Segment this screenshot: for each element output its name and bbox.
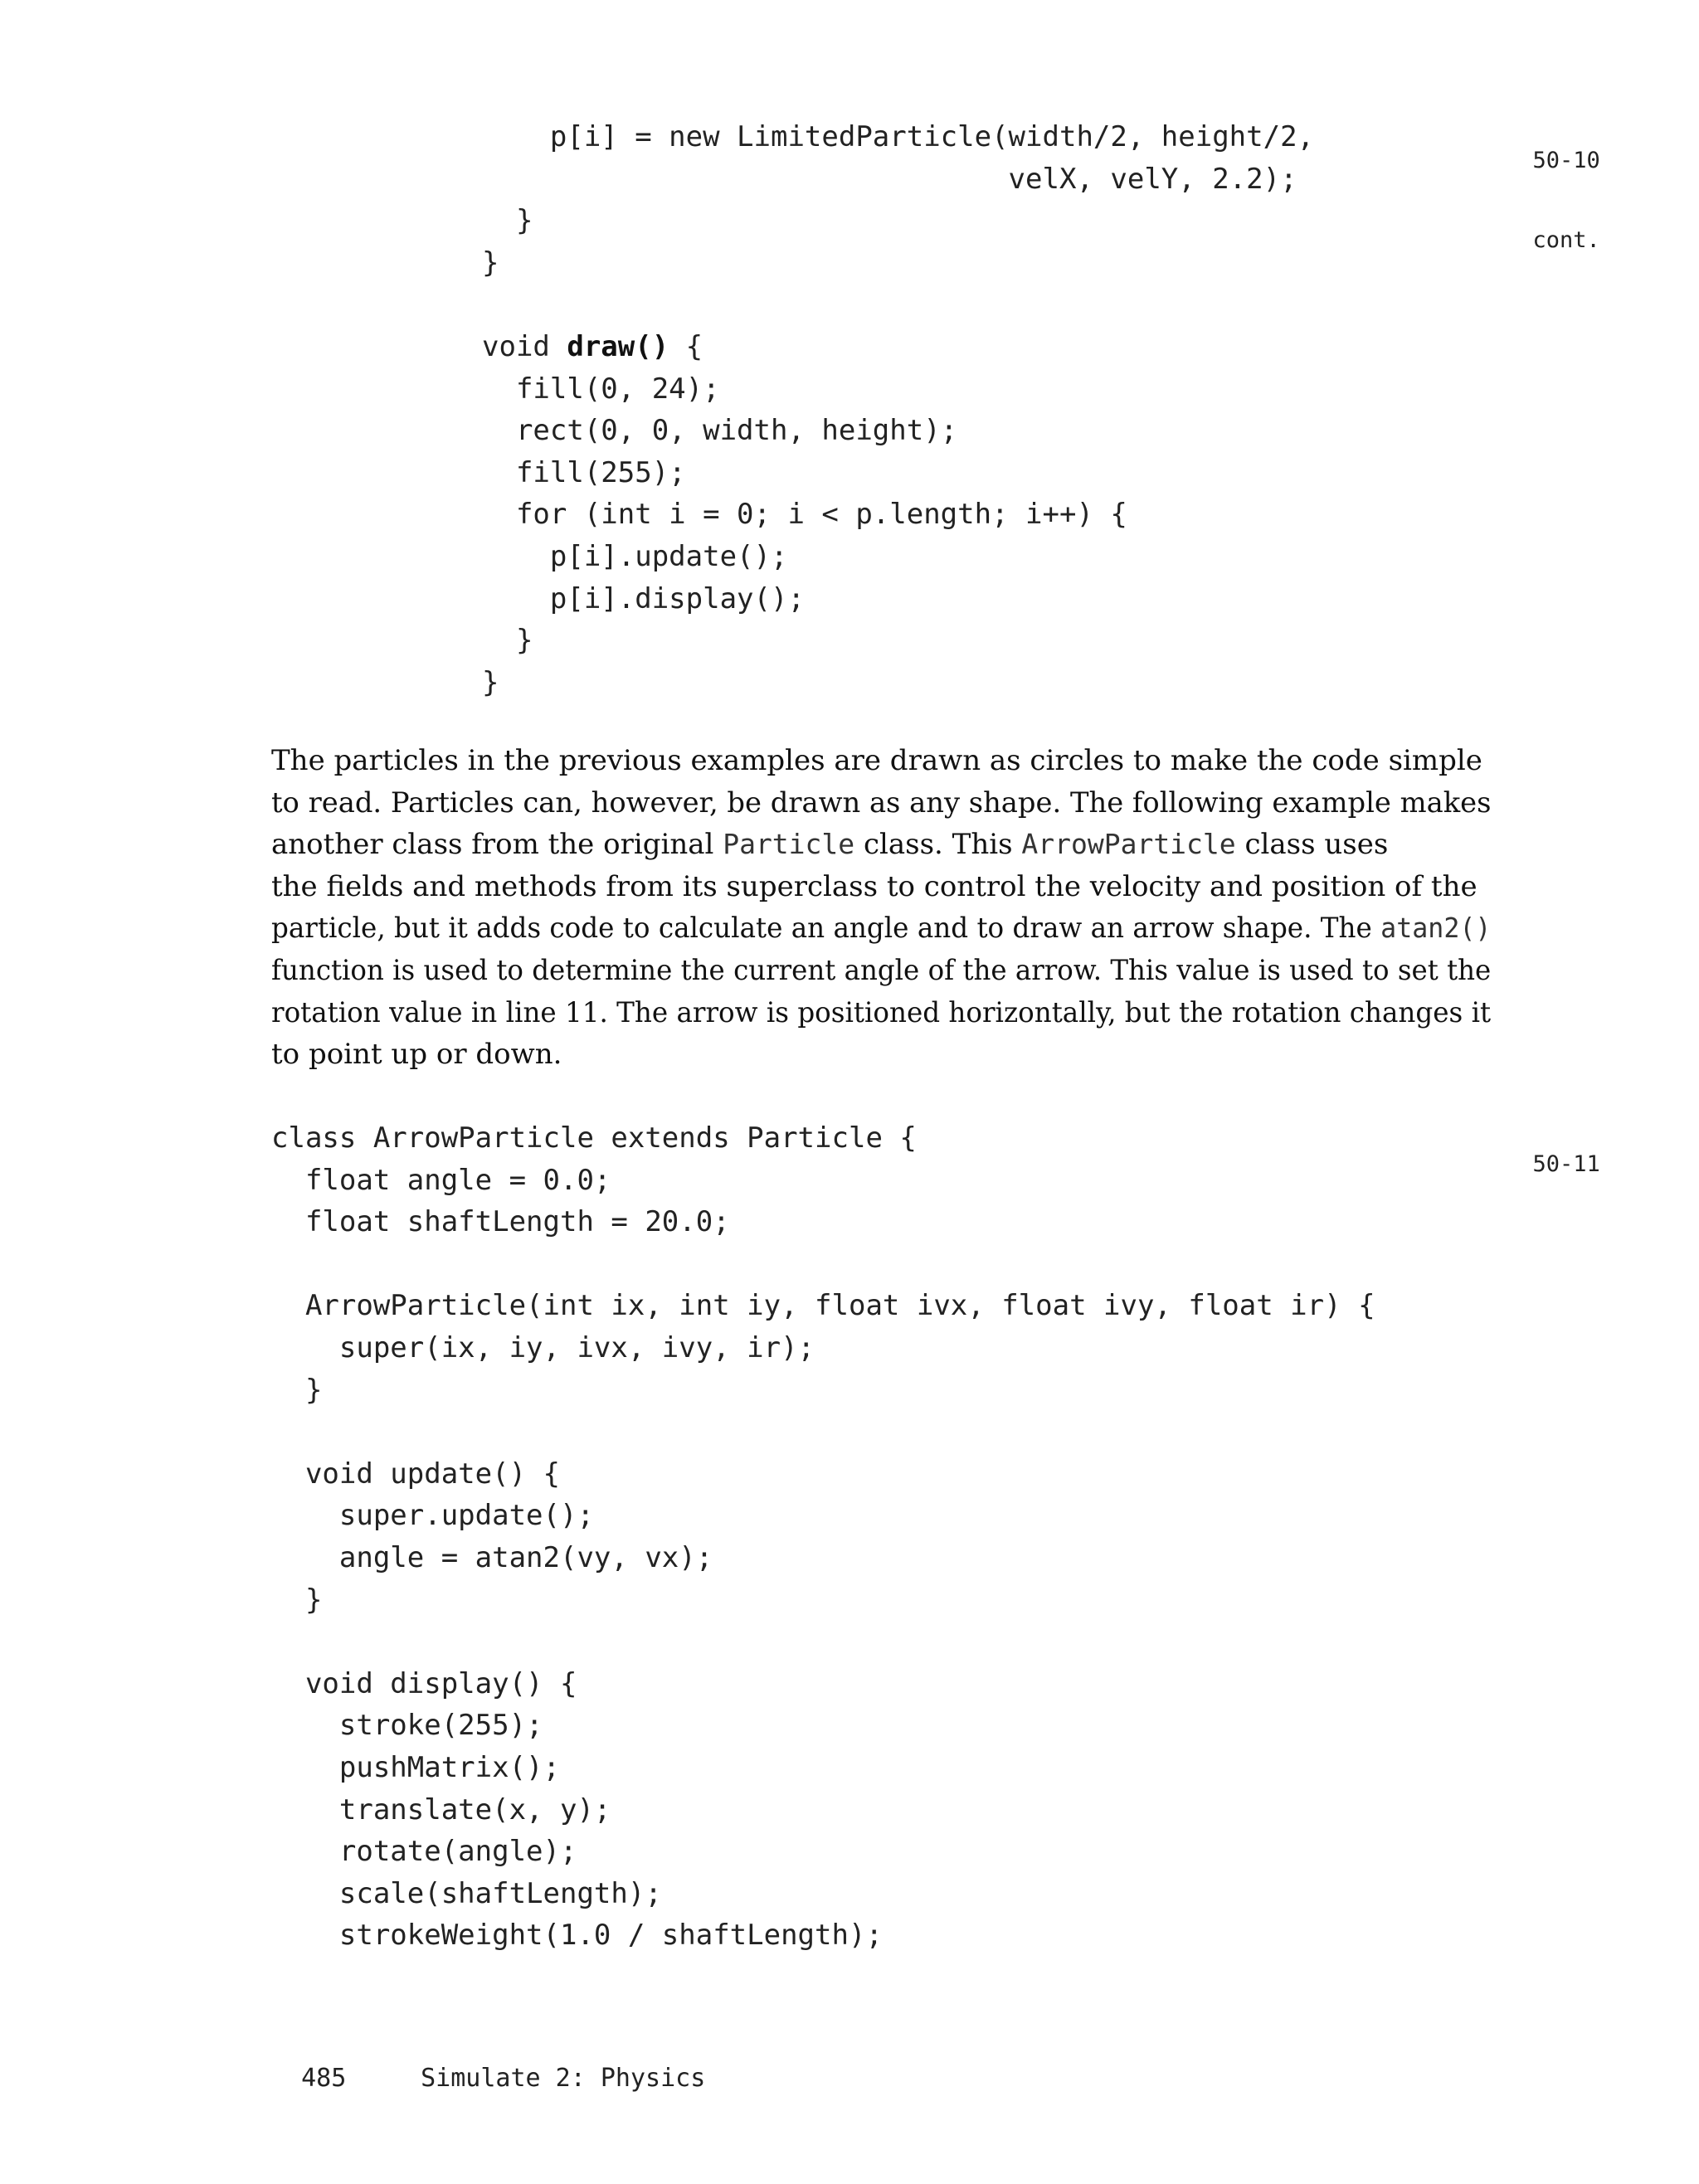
code-line — [482, 200, 1314, 242]
code-block-2 — [271, 1117, 1375, 1957]
code-line — [482, 284, 1314, 326]
code-line — [271, 1453, 1375, 1496]
code-line — [271, 1369, 1375, 1412]
code-text: p[i].display(); — [482, 581, 805, 615]
code-text: } — [271, 1373, 323, 1407]
code-marker-number: 50-11 — [1532, 1151, 1600, 1177]
paragraph-text: The particles in the previous examples are drawn as circles to make the code simple — [271, 744, 1482, 777]
paragraph-text: class uses — [1235, 828, 1389, 862]
inline-code: atan2() — [1380, 912, 1492, 945]
code-text: } — [482, 624, 533, 658]
paragraph-line — [271, 866, 1491, 908]
code-line — [482, 158, 1314, 201]
code-text: super.update(); — [271, 1499, 594, 1533]
code-line — [482, 116, 1314, 158]
code-line — [482, 368, 1314, 411]
code-text: rect(0, 0, width, height); — [482, 414, 958, 448]
code-text: } — [482, 204, 533, 238]
code-marker-number: 50-10 — [1532, 148, 1600, 173]
paragraph-text: to point up or down. — [271, 1038, 562, 1072]
code-block-2-marker — [1506, 1125, 1600, 1178]
code-text: for (int i = 0; i < p.length; i++) { — [482, 498, 1127, 532]
code-line — [271, 1160, 1375, 1202]
code-line — [271, 1914, 1375, 1957]
body-paragraph — [271, 740, 1491, 1076]
code-line — [271, 1621, 1375, 1663]
code-block-1 — [482, 116, 1314, 703]
code-line — [271, 1705, 1375, 1747]
inline-code: Particle — [723, 828, 855, 861]
code-line — [271, 1495, 1375, 1537]
code-line — [482, 578, 1314, 620]
code-line — [482, 620, 1314, 662]
code-text: ArrowParticle(int ix, int iy, float ivx, float ivy, float ir) { — [271, 1289, 1375, 1323]
code-line — [271, 1789, 1375, 1831]
code-text: fill(0, 24); — [482, 372, 720, 406]
code-marker-continued: cont. — [1532, 227, 1600, 253]
code-text: p[i].update(); — [482, 539, 788, 573]
code-text: super(ix, iy, ivx, ivy, ir); — [271, 1330, 815, 1364]
page-footer — [271, 2034, 346, 2094]
code-text: float shaftLength = 20.0; — [271, 1205, 730, 1239]
code-line — [482, 662, 1314, 704]
code-text: scale(shaftLength); — [271, 1876, 662, 1910]
code-text: } — [482, 665, 499, 699]
paragraph-text: another class from the original — [271, 828, 723, 862]
code-text: strokeWeight(1.0 / shaftLength); — [271, 1919, 883, 1953]
paragraph-line — [271, 992, 1492, 1034]
paragraph-text: rotation value in line 11. The arrow is positioned horizontally, but the rotation changes it — [271, 995, 1492, 1029]
code-function-name: draw() — [567, 329, 669, 363]
code-text: rotate(angle); — [271, 1835, 577, 1869]
code-text: fill(255); — [482, 455, 686, 489]
paragraph-text: function is used to determine the current angle of the arrow. This value is used to set the — [271, 953, 1492, 987]
code-text: velX, velY, 2.2); — [482, 162, 1297, 196]
code-line — [271, 1747, 1375, 1789]
code-text: void display() { — [271, 1666, 577, 1700]
code-line — [271, 1873, 1375, 1915]
paragraph-line — [271, 782, 1492, 824]
code-text: void update() { — [271, 1457, 560, 1491]
code-line — [271, 1327, 1375, 1369]
code-text: p[i] = new LimitedParticle(width/2, height/2, — [482, 120, 1315, 153]
code-line — [271, 1411, 1375, 1453]
code-text: } — [482, 246, 499, 280]
code-text: stroke(255); — [271, 1709, 543, 1743]
paragraph-line — [271, 740, 1491, 782]
code-text: { — [669, 329, 703, 363]
code-line — [482, 452, 1314, 494]
running-section-title — [391, 2034, 705, 2094]
code-line — [482, 494, 1314, 536]
page-number: 485 — [301, 2064, 347, 2093]
code-line — [271, 1285, 1375, 1327]
paragraph-text: the fields and methods from its superclass to control the velocity and position of the — [271, 869, 1477, 903]
code-text: pushMatrix(); — [271, 1750, 560, 1784]
code-text: translate(x, y); — [271, 1792, 611, 1826]
paragraph-text: particle, but it adds code to calculate an angle and to draw an arrow shape. The — [271, 912, 1381, 946]
code-text: } — [271, 1583, 323, 1617]
code-line — [482, 326, 1314, 368]
code-line — [271, 1537, 1375, 1579]
code-line — [271, 1579, 1375, 1622]
code-line — [271, 1243, 1375, 1286]
code-line — [482, 410, 1314, 452]
code-line — [482, 536, 1314, 578]
code-line — [271, 1663, 1375, 1705]
code-line — [482, 242, 1314, 285]
code-text: float angle = 0.0; — [271, 1163, 611, 1197]
section-title: Simulate 2: Physics — [421, 2064, 706, 2093]
paragraph-text: class. This — [854, 828, 1022, 862]
code-text: angle = atan2(vy, vx); — [271, 1540, 713, 1574]
paragraph-line — [271, 824, 1491, 866]
code-text: class ArrowParticle extends Particle { — [271, 1121, 917, 1155]
paragraph-line — [271, 907, 1492, 950]
paragraph-line — [271, 950, 1492, 992]
inline-code: ArrowParticle — [1021, 828, 1236, 861]
code-line — [271, 1117, 1375, 1160]
code-line — [271, 1201, 1375, 1243]
code-text: void — [482, 329, 567, 363]
paragraph-text: to read. Particles can, however, be drawn as any shape. The following example makes — [271, 786, 1492, 820]
code-block-1-marker — [1506, 121, 1600, 254]
paragraph-line — [271, 1034, 1491, 1076]
code-line — [271, 1831, 1375, 1873]
